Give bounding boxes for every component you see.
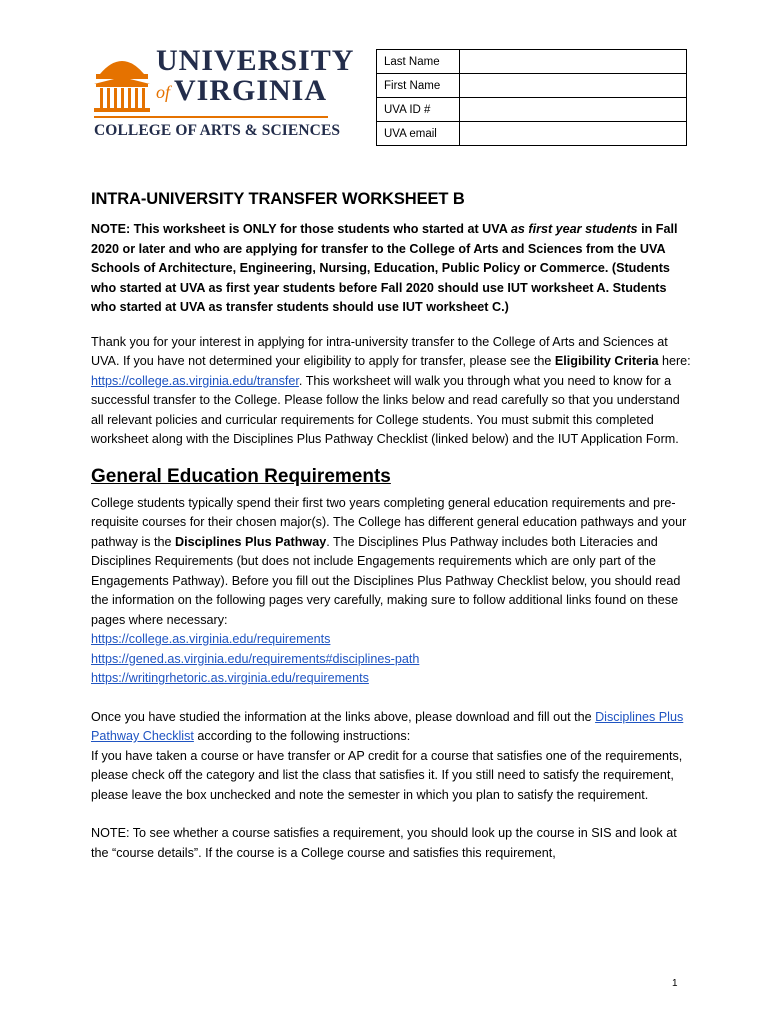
first-name-label: First Name <box>377 74 460 98</box>
transfer-link[interactable]: https://college.as.virginia.edu/transfer <box>91 373 299 388</box>
logo-virginia-text: VIRGINIA <box>174 74 328 107</box>
note-emphasis: as first year students <box>510 222 638 236</box>
intro-paragraph <box>91 333 691 450</box>
page-number: 1 <box>672 978 678 989</box>
note-text-a: NOTE: This worksheet is ONLY for those students who started at UVA <box>91 222 511 236</box>
logo-university-text: UNIVERSITY <box>156 44 355 77</box>
intro-text-a: Thank you for your interest in applying for intra-university transfer to the College of Arts and Sciences at UVA. If you have not determined your eligibility to apply for transfer, please see the <box>91 334 668 368</box>
gen-ed-text-a: College students typically spend their first two years completing general education requirements and pre-requisite courses for their chosen major(s). The College has different general education pathways and your pathway is the <box>91 495 687 549</box>
instructions-detail: If you have taken a course or have transfer or AP credit for a course that satisfies one of the requirements, please check off the category and list the class that satisfies it. If you still need to satisfy the requirement, please leave the box unchecked and note the semester in which you plan to satisfy the requirement. <box>91 748 683 802</box>
gen-ed-paragraph <box>91 494 691 631</box>
eligibility-criteria-label: Eligibility Criteria <box>554 354 659 368</box>
instructions-text-a: Once you have studied the information at the links above, please download and fill out the <box>91 709 596 724</box>
uva-id-field[interactable] <box>460 98 687 122</box>
writing-rhetoric-link[interactable]: https://writingrhetoric.as.virginia.edu/requirements <box>91 671 369 685</box>
disciplines-plus-label: Disciplines Plus Pathway <box>175 534 327 549</box>
gen-ed-heading: General Education Requirements <box>91 465 391 487</box>
instructions-paragraph <box>91 708 691 747</box>
gen-ed-text-b: . The Disciplines Plus Pathway includes both Literacies and Disciplines Requirements (but does not include Engagements requirements which are only part of the Engagements Pathway). Before you fill out the Disciplines Plus Pathway Checklist below, you should read the information on the following pages very carefully, making sure to follow additional links found on these pages where necessary: <box>91 534 681 627</box>
id-row-uva-email <box>377 122 687 146</box>
id-row-uva-id <box>377 98 687 122</box>
instructions-text-b: according to the following instructions: <box>193 729 411 743</box>
first-name-field[interactable] <box>460 74 687 98</box>
uva-id-label: UVA ID # <box>377 98 460 122</box>
logo-of-text: of <box>156 82 171 102</box>
uva-email-field[interactable] <box>460 122 687 146</box>
id-row-first-name <box>377 74 687 98</box>
rotunda-icon <box>94 44 150 114</box>
intro-text-b: here: <box>658 354 691 368</box>
document-body <box>91 190 691 863</box>
student-id-table <box>376 49 687 146</box>
uva-email-label: UVA email <box>377 122 460 146</box>
page-title: INTRA-UNIVERSITY TRANSFER WORKSHEET B <box>91 190 465 208</box>
note-text-c: in Fall 2020 or later and who are applying for transfer to the College of Arts and Sciences from the UVA Schools of Architecture, Engineering, Nursing, Education, Public Policy or Commerce. (Students who started at UVA as first year students before Fall 2020 should use IUT worksheet A. Students who started at UVA as transfer students should use IUT worksheet C.) <box>91 222 678 314</box>
intro-text-c: . This worksheet will walk you through what you need to know for a successful transfer to the College. Please follow the links below and read carefully so that you understand all relevant policies and curricular requirements for College students. You must submit this completed worksheet along with the Disciplines Plus Pathway Checklist (linked below) and the IUT Application Form. <box>91 373 680 446</box>
logo-divider <box>94 116 328 118</box>
sis-note: NOTE: To see whether a course satisfies a requirement, you should look up the course in SIS and look at the “course details”. If the course is a College course and satisfies this requirement, <box>91 826 677 860</box>
eligibility-note <box>91 220 691 318</box>
logo-college-text: COLLEGE OF ARTS & SCIENCES <box>94 122 341 139</box>
id-row-last-name <box>377 50 687 74</box>
last-name-field[interactable] <box>460 50 687 74</box>
uva-logo <box>94 42 355 152</box>
last-name-label: Last Name <box>377 50 460 74</box>
gened-disciplines-link[interactable]: https://gened.as.virginia.edu/requirements#disciplines-path <box>91 651 420 666</box>
requirements-link[interactable]: https://college.as.virginia.edu/requirements <box>91 632 331 646</box>
checklist-link[interactable]: Disciplines Plus Pathway Checklist <box>91 709 684 743</box>
